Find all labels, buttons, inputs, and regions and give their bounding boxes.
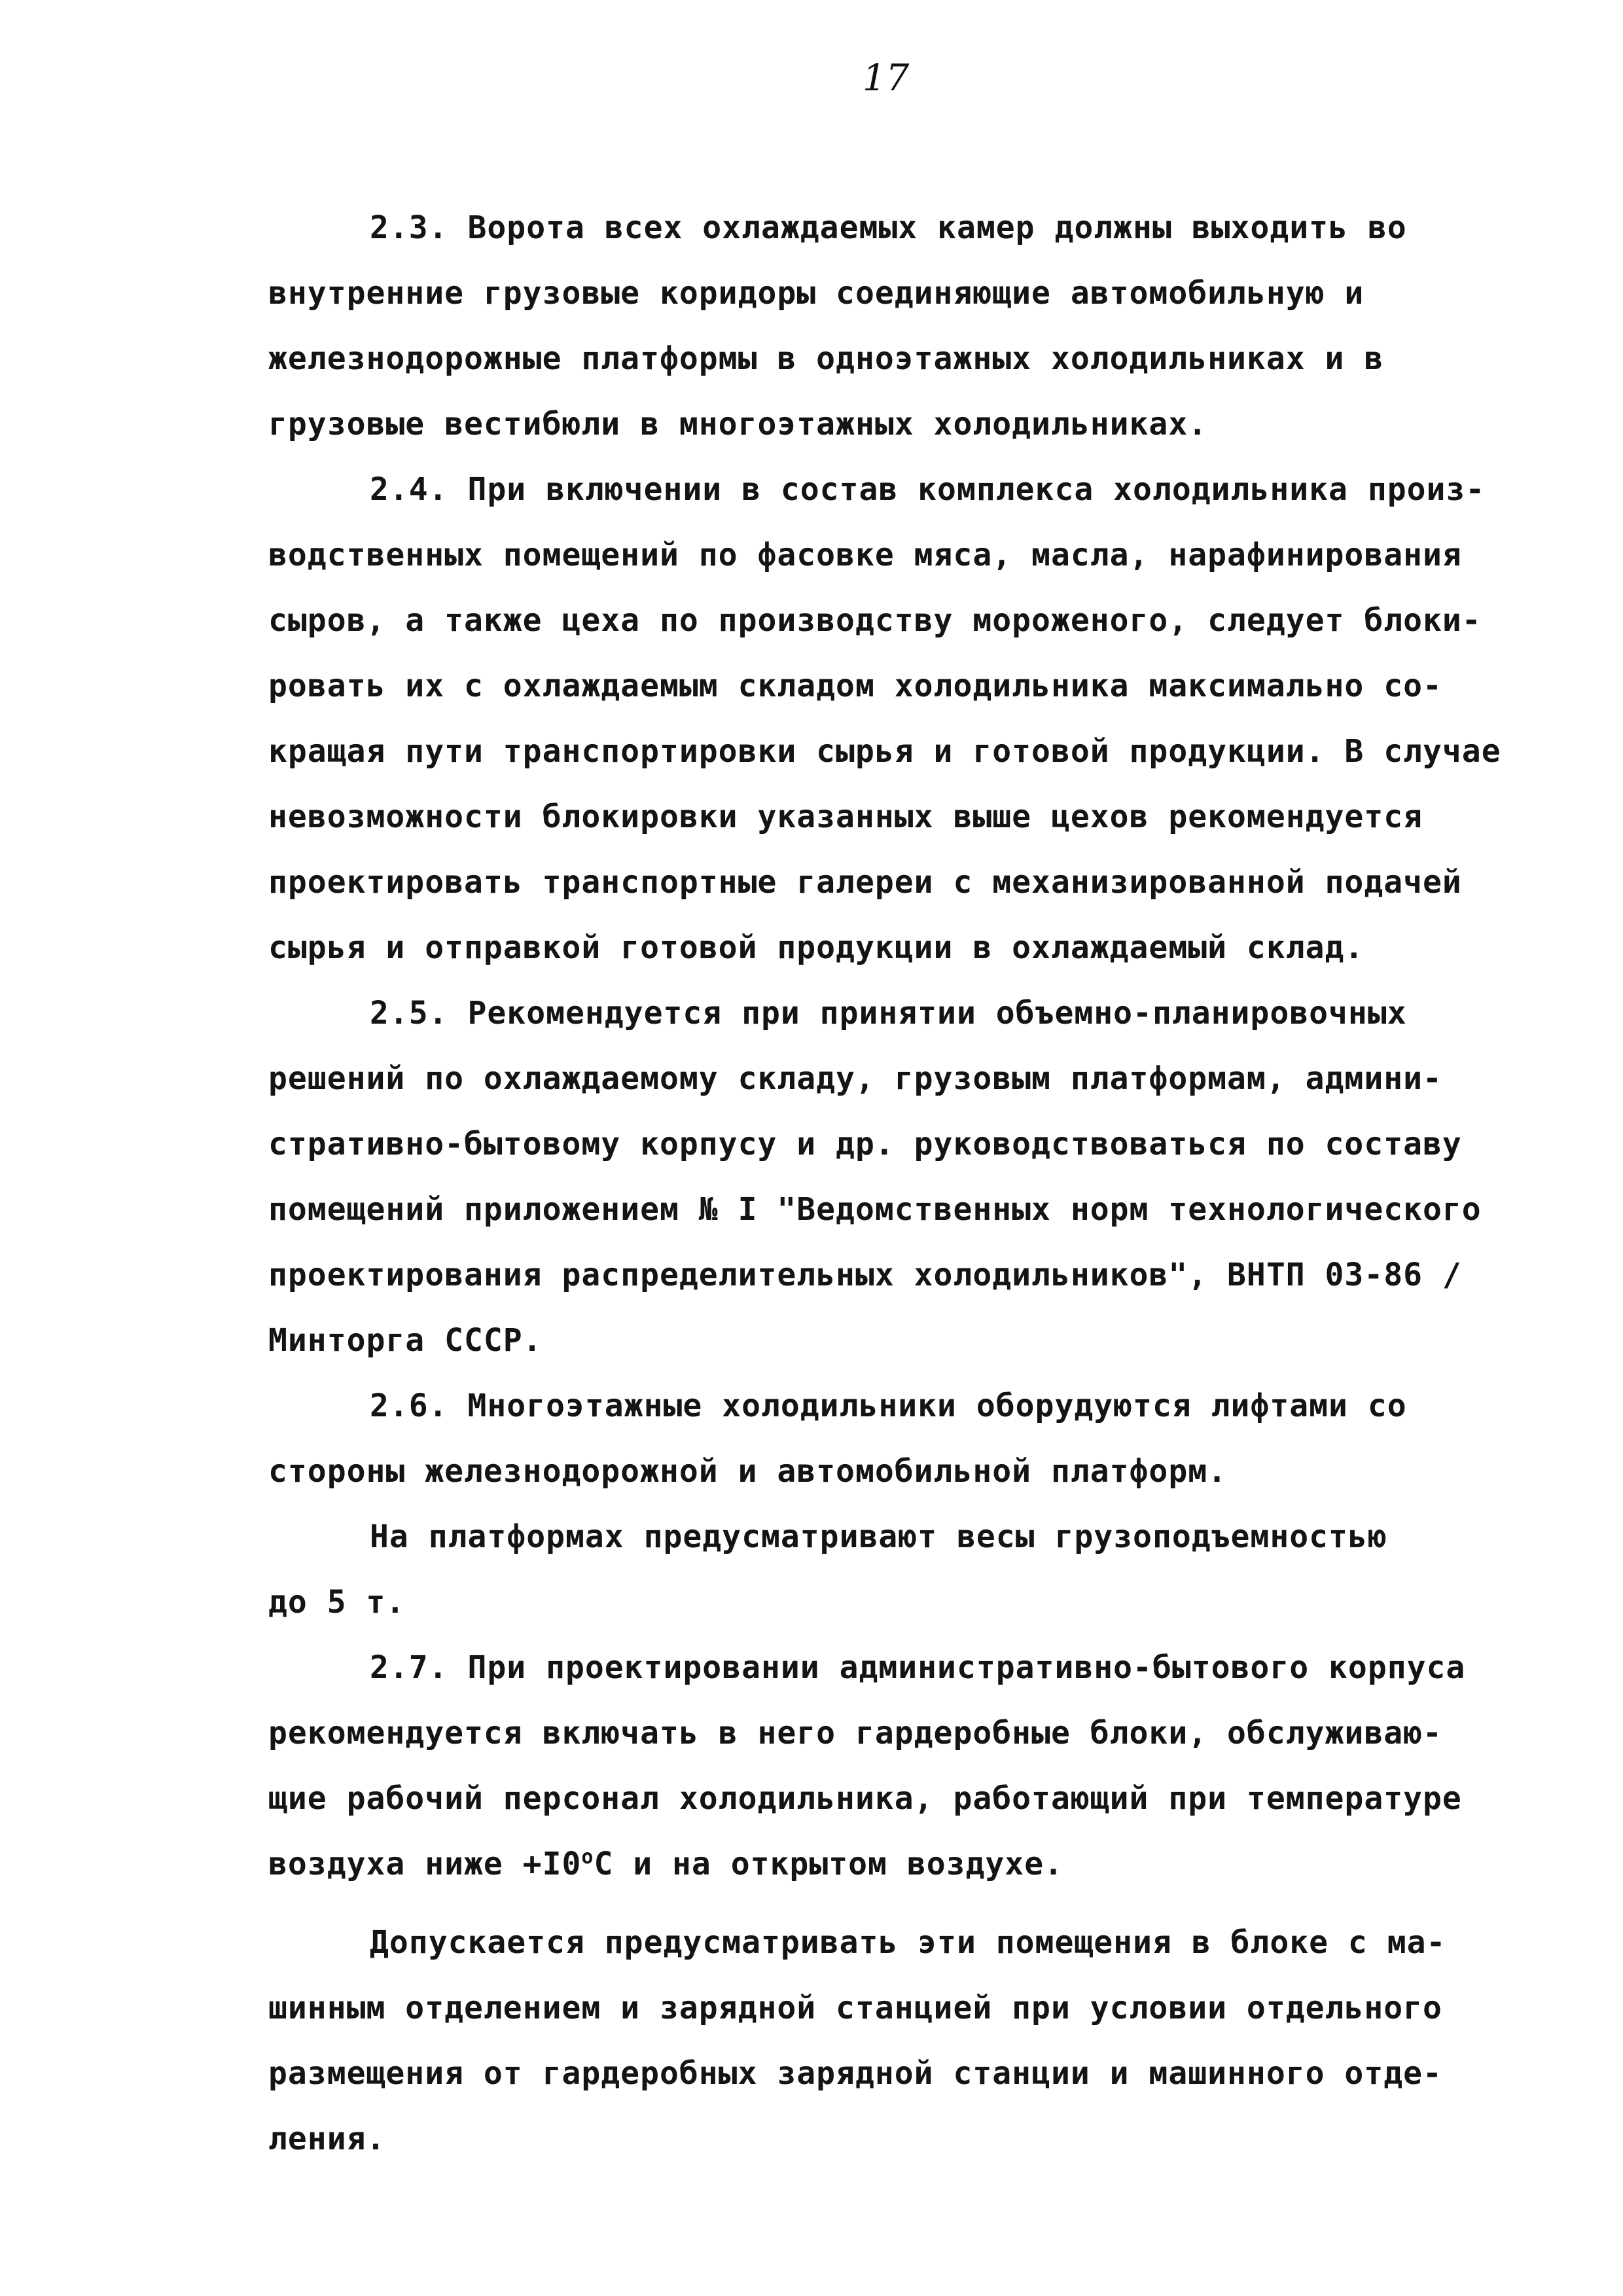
text-line: 2.6. Многоэтажные холодильники оборудуются лифтами со — [370, 1388, 1407, 1424]
text-line: внутренние грузовые коридоры соединяющие автомобильную и — [268, 275, 1364, 312]
text-line: ления. — [268, 2121, 386, 2157]
text-line: Минторга СССР. — [268, 1322, 543, 1359]
text-line: стороны железнодорожной и автомобильной платформ. — [268, 1453, 1228, 1490]
page-number: 17 — [863, 57, 910, 99]
degree-superscript: o — [581, 1846, 594, 1869]
text-line: 2.3. Ворота всех охлаждаемых камер должны выходить во — [370, 209, 1407, 246]
text-line: железнодорожные платформы в одноэтажных холодильниках и в — [268, 340, 1384, 377]
text-line: На платформах предусматривают весы грузоподъемностью — [370, 1518, 1387, 1555]
text-line: 2.5. Рекомендуется при принятии объемно-планировочных — [370, 995, 1407, 1031]
text-line: сырья и отправкой готовой продукции в охлаждаемый склад. — [268, 929, 1364, 966]
text-segment: С и на открытом воздухе. — [594, 1846, 1063, 1882]
text-line: шинным отделением и зарядной станцией при условии отдельного — [268, 1990, 1442, 2026]
text-line: ровать их с охлаждаемым складом холодильника максимально со- — [268, 668, 1442, 704]
text-line: Допускается предусматривать эти помещения в блоке с ма- — [370, 1924, 1446, 1961]
text-line: стративно-бытовому корпусу и др. руководствоваться по составу — [268, 1126, 1462, 1162]
text-line: размещения от гардеробных зарядной станции и машинного отде- — [268, 2055, 1442, 2092]
text-line: 2.7. При проектировании административно-бытового корпуса — [370, 1649, 1466, 1686]
text-line: кращая пути транспортировки сырья и готовой продукции. В случае — [268, 733, 1501, 770]
text-line: водственных помещений по фасовке мяса, масла, нарафинирования — [268, 537, 1462, 573]
text-line: щие рабочий персонал холодильника, работающий при температуре — [268, 1780, 1462, 1817]
text-line: сыров, а также цеха по производству мороженого, следует блоки- — [268, 602, 1482, 639]
text-line: проектировать транспортные галереи с механизированной подачей — [268, 864, 1462, 901]
text-line: помещений приложением № I "Ведомственных норм технологического — [268, 1191, 1482, 1228]
text-line: проектирования распределительных холодильников", ВНТП 03-86 / — [268, 1257, 1462, 1293]
text-line: грузовые вестибюли в многоэтажных холодильниках. — [268, 406, 1208, 442]
text-line: до 5 т. — [268, 1584, 406, 1621]
text-line — [268, 1844, 1063, 1884]
text-line: 2.4. При включении в состав комплекса холодильника произ- — [370, 471, 1486, 508]
text-line: невозможности блокировки указанных выше цехов рекомендуется — [268, 798, 1423, 835]
text-line: решений по охлаждаемому складу, грузовым платформам, админи- — [268, 1060, 1442, 1097]
text-segment: воздуха ниже +I0 — [268, 1846, 582, 1882]
text-line: рекомендуется включать в него гардеробные блоки, обслуживаю- — [268, 1715, 1442, 1751]
